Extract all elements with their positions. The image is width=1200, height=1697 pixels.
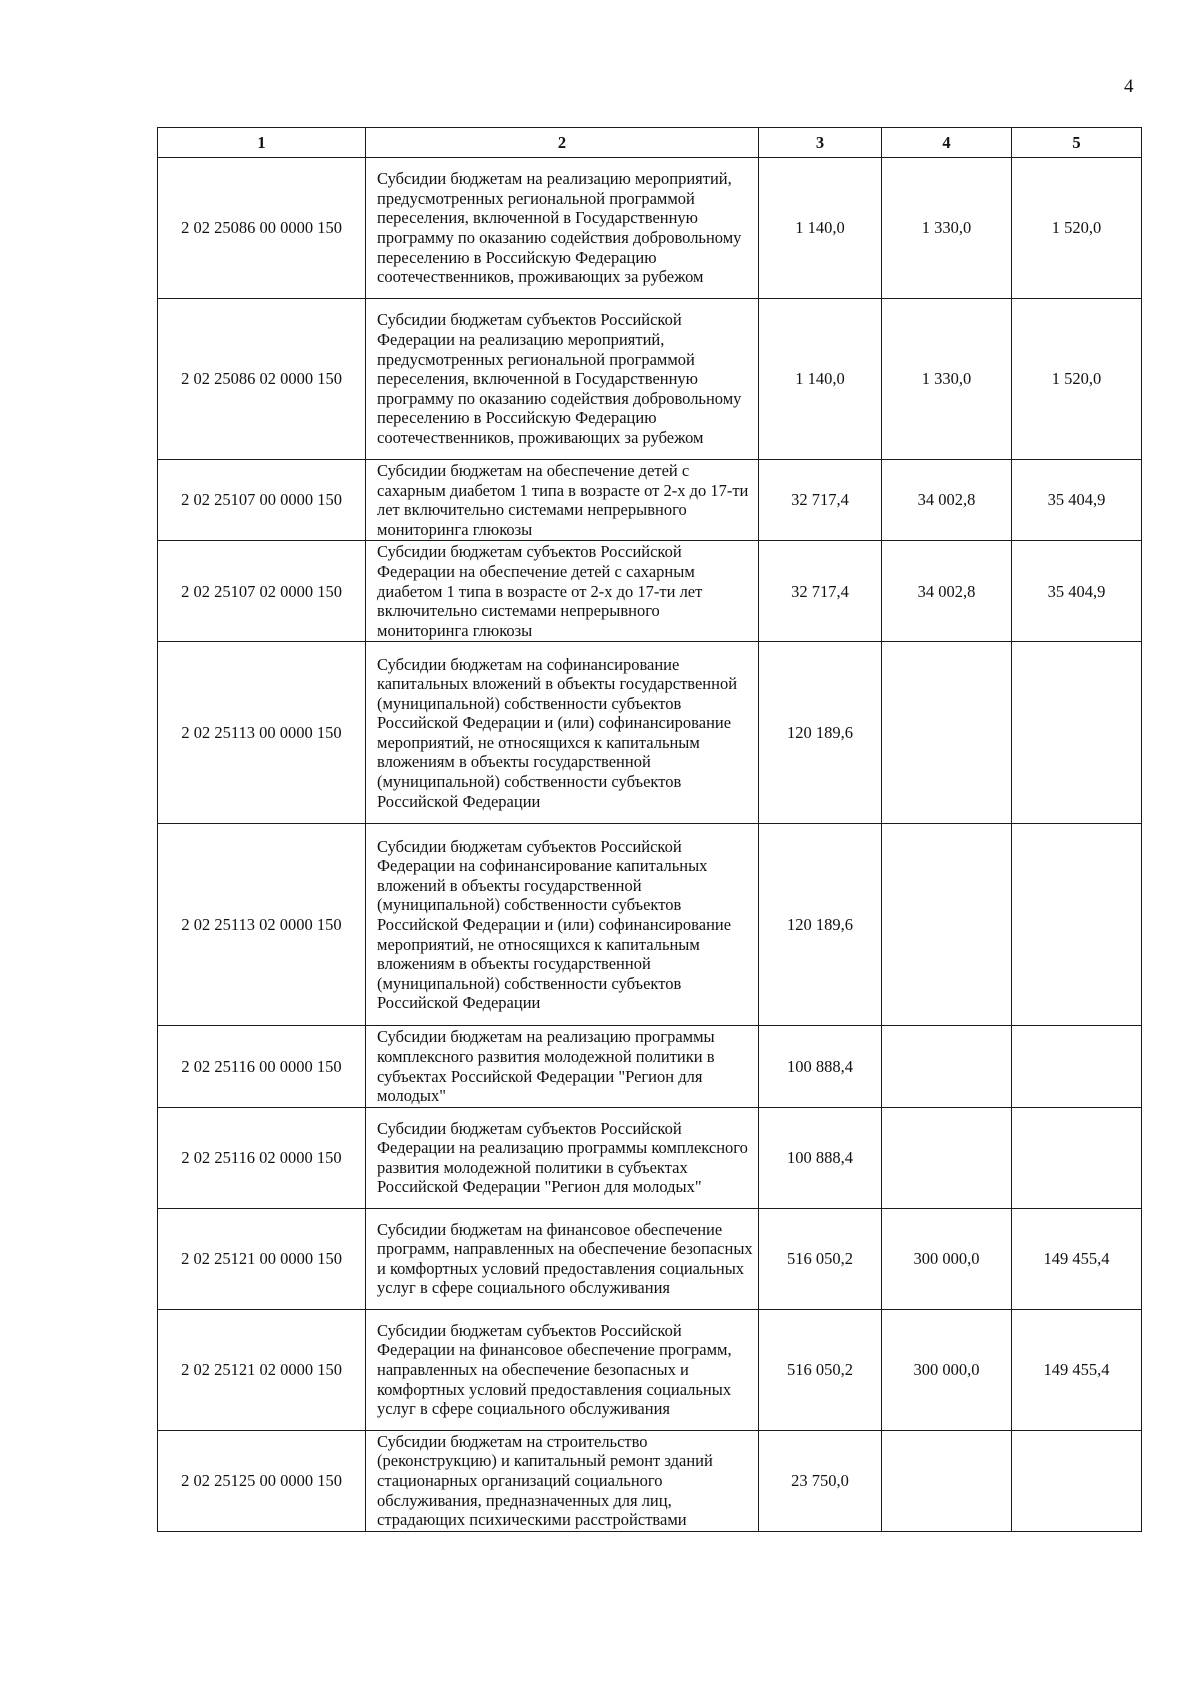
- table-row: [158, 460, 1142, 541]
- cell-value-4: 300 000,0: [882, 1208, 1012, 1309]
- cell-value-3: 1 140,0: [759, 158, 882, 299]
- table-row: [158, 1107, 1142, 1208]
- cell-code: 2 02 25113 00 0000 150: [158, 642, 366, 824]
- cell-value-4: [882, 1430, 1012, 1531]
- table-row: [158, 1430, 1142, 1531]
- header-col-5: 5: [1012, 128, 1142, 158]
- cell-value-5: 35 404,9: [1012, 460, 1142, 541]
- cell-value-4: 1 330,0: [882, 158, 1012, 299]
- cell-value-3: 120 189,6: [759, 642, 882, 824]
- cell-value-3: 1 140,0: [759, 299, 882, 460]
- cell-name: Субсидии бюджетам на софинансирование капитальных вложений в объекты государственной (муниципальной) собственности субъектов Российской Федерации и (или) софинансирование мероприятий, не относящихся к капитальным вложениям в объекты государственной (муниципальной) собственности субъектов Российской Федерации: [366, 642, 759, 824]
- cell-name: Субсидии бюджетам на строительство (реконструкцию) и капитальный ремонт зданий стационарных организаций социального обслуживания, предназначенных для лиц, страдающих психическими расстройствами: [366, 1430, 759, 1531]
- cell-value-5: [1012, 1026, 1142, 1107]
- page-number: 4: [1124, 76, 1134, 97]
- cell-value-3: 32 717,4: [759, 460, 882, 541]
- cell-value-5: [1012, 824, 1142, 1026]
- table-row: [158, 299, 1142, 460]
- cell-code: 2 02 25121 00 0000 150: [158, 1208, 366, 1309]
- cell-value-5: 149 455,4: [1012, 1208, 1142, 1309]
- cell-value-3: 100 888,4: [759, 1107, 882, 1208]
- table-row: [158, 158, 1142, 299]
- cell-value-5: 1 520,0: [1012, 158, 1142, 299]
- cell-code: 2 02 25121 02 0000 150: [158, 1309, 366, 1430]
- cell-code: 2 02 25107 02 0000 150: [158, 541, 366, 642]
- cell-code: 2 02 25113 02 0000 150: [158, 824, 366, 1026]
- cell-code: 2 02 25116 02 0000 150: [158, 1107, 366, 1208]
- cell-value-3: 120 189,6: [759, 824, 882, 1026]
- cell-name: Субсидии бюджетам на реализацию программы комплексного развития молодежной политики в субъектах Российской Федерации "Регион для молодых": [366, 1026, 759, 1107]
- cell-value-4: [882, 824, 1012, 1026]
- cell-value-5: 35 404,9: [1012, 541, 1142, 642]
- cell-name: Субсидии бюджетам субъектов Российской Федерации на реализацию программы комплексного развития молодежной политики в субъектах Российской Федерации "Регион для молодых": [366, 1107, 759, 1208]
- cell-code: 2 02 25107 00 0000 150: [158, 460, 366, 541]
- cell-value-5: 149 455,4: [1012, 1309, 1142, 1430]
- cell-name: Субсидии бюджетам на реализацию мероприятий, предусмотренных региональной программой переселения, включенной в Государственную программу по оказанию содействия добровольному переселению в Российскую Федерацию соотечественников, проживающих за рубежом: [366, 158, 759, 299]
- table-row: [158, 541, 1142, 642]
- cell-name: Субсидии бюджетам субъектов Российской Федерации на обеспечение детей с сахарным диабетом 1 типа в возрасте от 2-х до 17-ти лет включительно системами непрерывного мониторинга глюкозы: [366, 541, 759, 642]
- cell-value-5: [1012, 642, 1142, 824]
- table-row: [158, 824, 1142, 1026]
- header-col-3: 3: [759, 128, 882, 158]
- cell-name: Субсидии бюджетам на обеспечение детей с сахарным диабетом 1 типа в возрасте от 2-х до 17-ти лет включительно системами непрерывного мониторинга глюкозы: [366, 460, 759, 541]
- header-col-2: 2: [366, 128, 759, 158]
- cell-value-5: [1012, 1107, 1142, 1208]
- cell-value-4: [882, 642, 1012, 824]
- table-row: [158, 642, 1142, 824]
- cell-value-4: [882, 1107, 1012, 1208]
- header-row: [158, 128, 1142, 158]
- cell-value-3: 100 888,4: [759, 1026, 882, 1107]
- cell-value-3: 23 750,0: [759, 1430, 882, 1531]
- cell-value-4: 34 002,8: [882, 541, 1012, 642]
- cell-value-5: 1 520,0: [1012, 299, 1142, 460]
- cell-name: Субсидии бюджетам субъектов Российской Федерации на софинансирование капитальных вложений в объекты государственной (муниципальной) собственности субъектов Российской Федерации и (или) софинансирование мероприятий, не относящихся к капитальным вложениям в объекты государственной (муниципальной) собственности субъектов Российской Федерации: [366, 824, 759, 1026]
- cell-code: 2 02 25125 00 0000 150: [158, 1430, 366, 1531]
- table-row: [158, 1309, 1142, 1430]
- cell-value-4: 300 000,0: [882, 1309, 1012, 1430]
- cell-value-4: 34 002,8: [882, 460, 1012, 541]
- cell-code: 2 02 25086 02 0000 150: [158, 299, 366, 460]
- table-row: [158, 1208, 1142, 1309]
- header-col-4: 4: [882, 128, 1012, 158]
- cell-value-5: [1012, 1430, 1142, 1531]
- cell-code: 2 02 25116 00 0000 150: [158, 1026, 366, 1107]
- table-row: [158, 1026, 1142, 1107]
- cell-value-3: 516 050,2: [759, 1208, 882, 1309]
- header-col-1: 1: [158, 128, 366, 158]
- cell-name: Субсидии бюджетам на финансовое обеспечение программ, направленных на обеспечение безопасных и комфортных условий предоставления социальных услуг в сфере социального обслуживания: [366, 1208, 759, 1309]
- cell-value-3: 32 717,4: [759, 541, 882, 642]
- cell-code: 2 02 25086 00 0000 150: [158, 158, 366, 299]
- budget-table: [157, 127, 1142, 1532]
- cell-name: Субсидии бюджетам субъектов Российской Федерации на реализацию мероприятий, предусмотренных региональной программой переселения, включенной в Государственную программу по оказанию содействия добровольному переселению в Российскую Федерацию соотечественников, проживающих за рубежом: [366, 299, 759, 460]
- cell-name: Субсидии бюджетам субъектов Российской Федерации на финансовое обеспечение программ, направленных на обеспечение безопасных и комфортных условий предоставления социальных услуг в сфере социального обслуживания: [366, 1309, 759, 1430]
- cell-value-4: 1 330,0: [882, 299, 1012, 460]
- cell-value-3: 516 050,2: [759, 1309, 882, 1430]
- cell-value-4: [882, 1026, 1012, 1107]
